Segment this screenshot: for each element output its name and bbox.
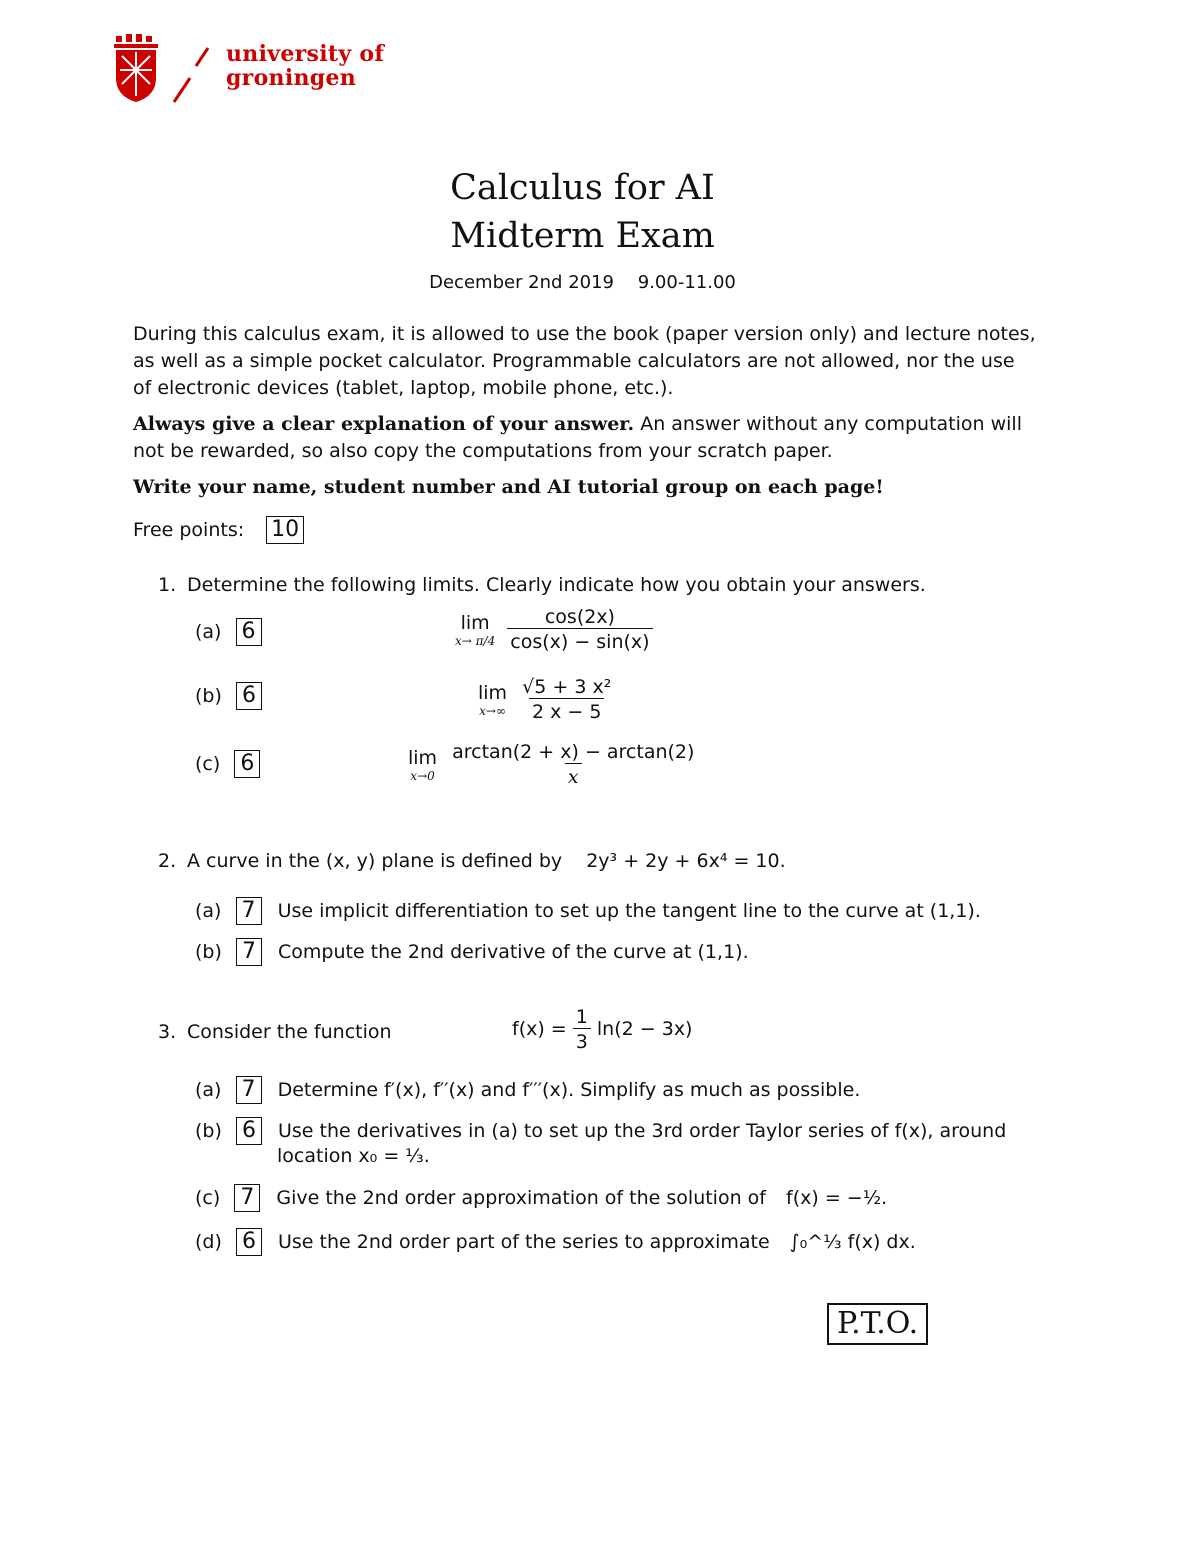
q1c-points-box: 6: [234, 750, 260, 778]
q3b-text: Use the derivatives in (a) to set up the 3rd order Taylor series of f(x), around: [277, 1120, 1007, 1142]
question-2-text: A curve in the (x, y) plane is defined by: [187, 850, 563, 872]
q3-function-lhs: f(x) =: [512, 1018, 567, 1040]
q1b-formula: [478, 676, 614, 723]
q1c-label-row: [195, 750, 260, 778]
q1a-lim-sub: x→ π/4: [455, 633, 496, 648]
q3-function-den: 3: [573, 1028, 591, 1053]
question-2-text-row: [187, 850, 786, 872]
q1b-lim: lim: [478, 681, 508, 704]
q3b-label: (b): [195, 1120, 222, 1142]
q3-function-rhs: ln(2 − 3x): [596, 1018, 693, 1040]
logo-slash-icon: [168, 44, 218, 106]
q3a-points-box: 7: [236, 1076, 262, 1104]
question-2-equation: 2y³ + 2y + 6x⁴ = 10.: [586, 850, 786, 872]
question-3-number: 3.: [158, 1021, 177, 1043]
q3c-points-box: 7: [234, 1184, 260, 1212]
q1b-denominator: 2 x − 5: [529, 698, 604, 723]
q2b-points-box: 7: [236, 938, 262, 966]
q3b-points-box: 6: [236, 1117, 262, 1145]
q1c-formula: [408, 741, 697, 788]
exam-time: 9.00-11.00: [637, 272, 736, 293]
q1b-points-box: 6: [236, 682, 262, 710]
exam-date: December 2nd 2019: [429, 272, 615, 293]
q1a-denominator: cos(x) − sin(x): [507, 628, 652, 653]
q1a-lim: lim: [460, 611, 490, 634]
q1b-numerator: √5 + 3 x²: [522, 676, 612, 698]
reminder-bold: Always give a clear explanation of your answer.: [133, 413, 635, 435]
q1a-numerator: cos(2x): [544, 606, 615, 628]
q1a-formula: [455, 606, 653, 653]
q3-function-num: 1: [575, 1006, 588, 1028]
exam-title: Calculus for AI: [450, 168, 715, 208]
q3d-text: Use the 2nd order part of the series to approximate: [277, 1231, 770, 1253]
exam-date-time: [0, 272, 1165, 293]
q3d-label: (d): [195, 1231, 222, 1253]
q1c-label: (c): [195, 753, 221, 775]
wordmark-line-2: groningen: [226, 65, 357, 91]
q2a-text: Use implicit differentiation to set up the tangent line to the curve at (1,1).: [277, 900, 981, 922]
q3-function: [512, 1006, 692, 1053]
q2b-label: (b): [195, 941, 222, 963]
q2b-text: Compute the 2nd derivative of the curve at (1,1).: [277, 941, 749, 963]
q3b-text-line2: location x₀ = ⅓.: [277, 1145, 430, 1167]
q3d-row: [195, 1228, 916, 1256]
question-3-text: Consider the function: [187, 1021, 392, 1043]
free-points-box: 10: [266, 516, 304, 544]
q3c-row: [195, 1184, 887, 1212]
university-seal-logo: [112, 34, 160, 104]
q2b-row: [195, 938, 749, 966]
reminder-rest: An answer without any computation will not be rewarded, so also copy the computations from your scratch paper.: [133, 413, 1022, 462]
q3d-points-box: 6: [236, 1228, 262, 1256]
q3b-row: [195, 1117, 1006, 1145]
q3c-label: (c): [195, 1187, 221, 1209]
q1a-points-box: 6: [236, 618, 262, 646]
q1a-label: (a): [195, 621, 222, 643]
q1c-numerator: arctan(2 + x) − arctan(2): [452, 741, 695, 763]
q1b-label: (b): [195, 685, 222, 707]
exam-subtitle: Midterm Exam: [450, 216, 715, 256]
free-points-label: Free points:: [133, 519, 245, 541]
question-1-number: 1.: [158, 574, 177, 596]
q2a-row: [195, 897, 981, 925]
q3c-equation: f(x) = −½.: [786, 1187, 888, 1209]
q1c-lim-sub: x→0: [410, 768, 435, 783]
q1c-denominator: x: [565, 763, 582, 788]
q2a-points-box: 7: [236, 897, 262, 925]
q3a-label: (a): [195, 1079, 222, 1101]
please-turn-over-box: P.T.O.: [827, 1303, 928, 1345]
name-instruction: Write your name, student number and AI tutorial group on each page!: [133, 476, 884, 498]
q3c-text: Give the 2nd order approximation of the solution of: [276, 1187, 766, 1209]
q1c-lim: lim: [408, 746, 438, 769]
wordmark-line-1: university of: [226, 41, 385, 67]
question-2-number: 2.: [158, 850, 177, 872]
q1b-lim-sub: x→∞: [479, 703, 506, 718]
question-1-text: Determine the following limits. Clearly indicate how you obtain your answers.: [187, 574, 926, 596]
q1b-label-row: [195, 682, 262, 710]
q3a-text: Determine f′(x), f′′(x) and f′′′(x). Simplify as much as possible.: [277, 1079, 861, 1101]
q1a-label-row: [195, 618, 262, 646]
q2a-label: (a): [195, 900, 222, 922]
explanation-reminder: [133, 411, 1038, 465]
university-wordmark: [226, 42, 384, 90]
intro-paragraph: During this calculus exam, it is allowed to use the book (paper version only) and lecture notes, as well as a simple pocket calculator. Programmable calculators are not allowed, nor the use of electronic devices (tablet, laptop, mobile phone, etc.).: [133, 323, 1036, 399]
q3a-row: [195, 1076, 860, 1104]
q3d-integral: ∫₀^⅓ f(x) dx.: [789, 1231, 916, 1253]
free-points: [133, 516, 304, 544]
